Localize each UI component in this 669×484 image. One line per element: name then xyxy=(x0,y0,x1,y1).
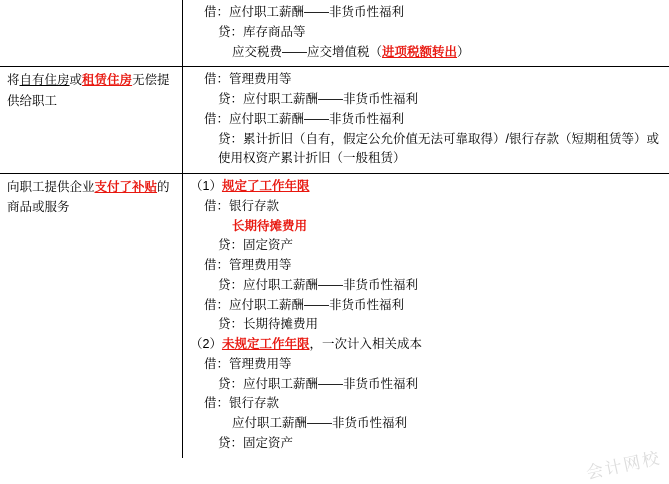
entry-line-segment: 借：银行存款 xyxy=(204,199,279,213)
entry-line xyxy=(190,375,664,395)
entry-line-segment: 借：管理费用等 xyxy=(204,258,292,272)
table-cell-entries xyxy=(183,174,669,458)
entry-line-segment: 应交税费——应交增值税（ xyxy=(232,45,382,59)
entry-line xyxy=(190,90,664,110)
entry-line-segment: 借：管理费用等 xyxy=(204,357,292,371)
category-text xyxy=(7,70,177,111)
entry-line-segment: 规定了工作年限 xyxy=(222,179,310,193)
entry-line xyxy=(190,394,664,414)
entry-line xyxy=(190,236,664,256)
entry-line-segment: ，一次计入相关成本 xyxy=(309,337,422,351)
entry-line-segment: 贷：固定资产 xyxy=(218,238,293,252)
entry-line-segment: 贷：固定资产 xyxy=(218,436,293,450)
entry-line-segment: 借：管理费用等 xyxy=(204,72,292,86)
category-text-segment: 无偿提供给职工 xyxy=(7,73,170,107)
table-cell-category xyxy=(0,174,183,458)
category-text-segment: 的商品或服务 xyxy=(7,180,170,214)
table-row xyxy=(0,0,669,67)
entry-line xyxy=(190,276,664,296)
entry-line-segment: 长期待摊费用 xyxy=(232,219,307,233)
entry-line xyxy=(190,434,664,454)
entry-line-segment: 未规定工作年限 xyxy=(222,337,310,351)
entry-line-segment: 贷：应付职工薪酬——非货币性福利 xyxy=(218,278,418,292)
entry-line-segment: ） xyxy=(457,45,470,59)
entry-line xyxy=(190,70,664,90)
entry-line xyxy=(190,177,664,197)
entry-line xyxy=(190,414,664,434)
entry-line-segment: 借：应付职工薪酬——非货币性福利 xyxy=(204,112,404,126)
category-text-segment: 将 xyxy=(7,73,20,87)
table-row xyxy=(0,67,669,174)
table-cell-entries xyxy=(183,0,669,67)
watermark: 会计网校 xyxy=(583,444,663,484)
entry-line xyxy=(190,335,664,355)
entry-line xyxy=(190,23,664,43)
entry-line-segment: （1） xyxy=(190,179,222,193)
entry-line-segment: 贷：长期待摊费用 xyxy=(218,317,318,331)
category-text-segment: 租赁住房 xyxy=(82,73,132,87)
entry-line-segment: 贷：应付职工薪酬——非货币性福利 xyxy=(218,92,418,106)
entry-line xyxy=(190,197,664,217)
entry-line xyxy=(190,110,664,130)
entry-line-segment: 应付职工薪酬——非货币性福利 xyxy=(232,416,407,430)
table-row xyxy=(0,174,669,458)
table-cell-category xyxy=(0,0,183,67)
entry-line-segment: 借：应付职工薪酬——非货币性福利 xyxy=(204,298,404,312)
category-text-segment: 向职工提供企业 xyxy=(7,180,95,194)
entry-line-segment: 借：应付职工薪酬——非货币性福利 xyxy=(204,5,404,19)
category-text-segment: 或 xyxy=(70,73,83,87)
entry-line xyxy=(190,130,664,170)
entry-line xyxy=(190,315,664,335)
entry-line xyxy=(190,3,664,23)
category-text xyxy=(7,177,177,218)
entry-line-segment: 贷：库存商品等 xyxy=(218,25,306,39)
table-cell-entries xyxy=(183,67,669,174)
entry-line xyxy=(190,43,664,63)
entry-line xyxy=(190,355,664,375)
table-cell-category xyxy=(0,67,183,174)
entry-line xyxy=(190,296,664,316)
entry-line-segment: 贷：应付职工薪酬——非货币性福利 xyxy=(218,377,418,391)
entry-line xyxy=(190,256,664,276)
entry-line xyxy=(190,217,664,237)
entry-line-segment: （2） xyxy=(190,337,222,351)
entry-line-segment: 进项税额转出 xyxy=(382,45,457,59)
entry-line-segment: 借：银行存款 xyxy=(204,396,279,410)
category-text-segment: 支付了补贴 xyxy=(95,180,158,194)
entry-line-segment: 贷：累计折旧（自有，假定公允价值无法可靠取得）/银行存款（短期租赁等）或使用权资产累计折旧（一般租赁） xyxy=(218,132,659,166)
category-text-segment: 自有住房 xyxy=(20,73,70,87)
